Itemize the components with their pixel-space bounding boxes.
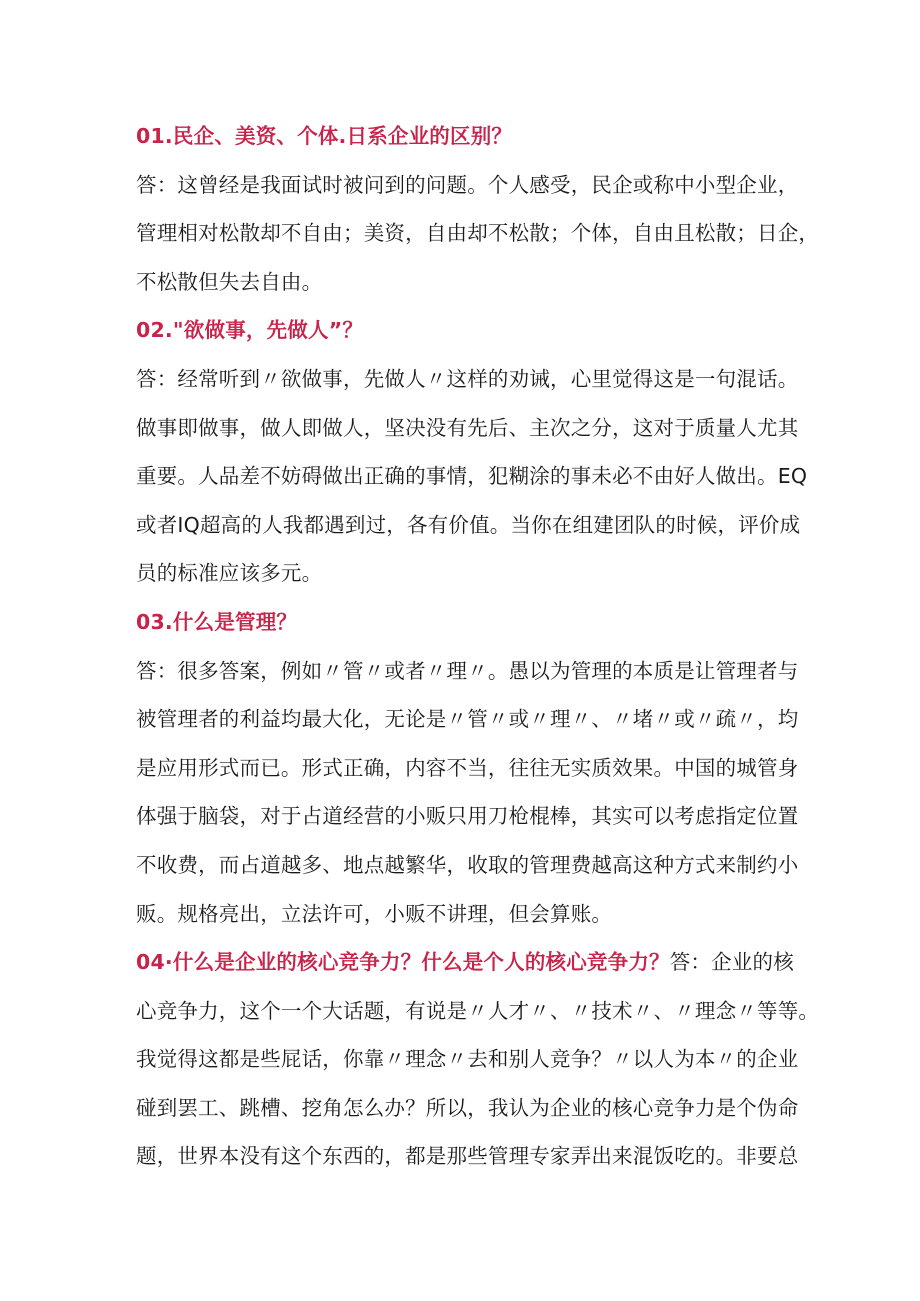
answer-line: 重要。人品差不妨碍做出正确的事情，犯糊涂的事未必不由好人做出。EQ: [136, 464, 808, 489]
answer-line: 不松散但失去自由。: [136, 269, 323, 294]
answer-line: 碰到罢工、跳槽、挖角怎么办？所以，我认为企业的核心竞争力是个伪命: [136, 1095, 799, 1120]
answer-line: 答：这曾经是我面试时被问到的问题。个人感受，民企或称中小型企业，: [136, 172, 799, 197]
question-heading-03: 03.什么是管理？: [136, 609, 298, 634]
answer-line: 我觉得这都是些屁话，你靠〃理念〃去和别人竞争？〃以人为本〃的企业: [136, 1047, 799, 1072]
answer-line: 贩。规格亮出，立法许可，小贩不讲理，但会算账。: [136, 901, 613, 926]
answer-line: 做事即做事，做人即做人，坚决没有先后、主次之分，这对于质量人尤其: [136, 415, 799, 440]
answer-line: 答：经常听到〃欲做事，先做人〃这样的劝诫，心里觉得这是一句混话。: [136, 366, 799, 391]
answer-start: 答：企业的核: [669, 950, 794, 975]
answer-line: 管理相对松散却不自由；美资，自由却不松散；个体，自由且松散；日企，: [136, 221, 820, 246]
answer-line: 是应用形式而已。形式正确，内容不当，往往无实质效果。中国的城管身: [136, 755, 799, 780]
question-heading-04: 04·什么是企业的核心竞争力？什么是个人的核心竞争力？: [136, 950, 670, 975]
answer-line: 员的标准应该多元。: [136, 561, 323, 586]
document-body: [136, 112, 820, 1181]
question-line-04: [136, 938, 800, 987]
question-heading-02: 02."欲做事，先做人”？: [136, 318, 364, 343]
question-heading-01: 01.民企、美资、个体.日系企业的区别？: [136, 124, 513, 148]
answer-line: 体强于脑袋，对于占道经营的小贩只用刀枪棍棒，其实可以考虑指定位置: [136, 804, 799, 829]
answer-line: 题，世界本没有这个东西的，都是那些管理专家弄出来混饭吃的。非要总: [136, 1144, 799, 1169]
answer-line: 答：很多答案，例如〃管〃或者〃理〃。愚以为管理的本质是让管理者与: [136, 658, 799, 683]
answer-line: 心竞争力，这个一个大话题，有说是〃人才〃、〃技术〃、〃理念〃等等。: [136, 998, 820, 1023]
answer-line: 不收费，而占道越多、地点越繁华，收取的管理费越高这种方式来制约小: [136, 852, 799, 877]
answer-line: 被管理者的利益均最大化，无论是〃管〃或〃理〃、〃堵〃或〃疏〃，均: [136, 707, 799, 732]
answer-line: 或者IQ超高的人我都遇到过，各有价值。当你在组建团队的时候，评价成: [136, 512, 801, 537]
